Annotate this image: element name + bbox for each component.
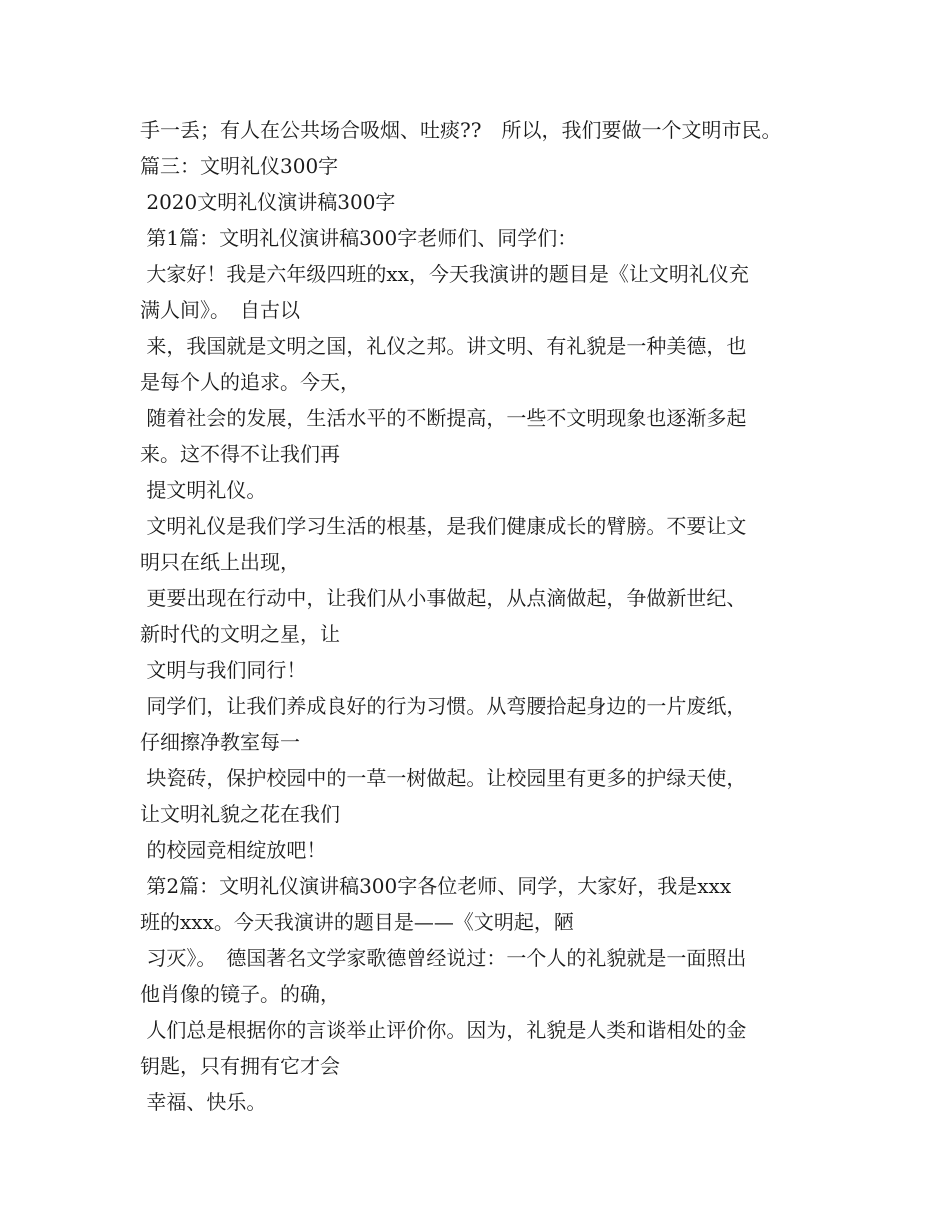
text-line: 提文明礼仪。 (140, 478, 267, 502)
text-line: 同学们，让我们养成良好的行为习惯。从弯腰拾起身边的一片废纸， (140, 694, 747, 718)
text-line: 满人间》。 自古以 (140, 298, 300, 322)
text-line: 手一丢；有人在公共场合吸烟、吐痰?? 所以，我们要做一个文明市民。 (140, 118, 782, 142)
text-line: 块瓷砖，保护校园中的一草一树做起。让校园里有更多的护绿天使， (140, 766, 747, 790)
text-line: 文明礼仪是我们学习生活的根基，是我们健康成长的臂膀。不要让文 (140, 514, 747, 538)
text-line: 钥匙，只有拥有它才会 (140, 1054, 340, 1078)
text-line: 让文明礼貌之花在我们 (140, 802, 340, 826)
text-line: 随着社会的发展，生活水平的不断提高，一些不文明现象也逐渐多起 (140, 406, 747, 430)
body-text (140, 116, 820, 1124)
text-line: 新时代的文明之星，让 (140, 622, 340, 646)
text-line: 文明与我们同行！ (140, 658, 307, 682)
section-heading: 篇三：文明礼仪300字 (140, 154, 339, 178)
text-line: 仔细擦净教室每一 (140, 730, 300, 754)
text-line: 明只在纸上出现， (140, 550, 300, 574)
text-line: 来，我国就是文明之国，礼仪之邦。讲文明、有礼貌是一种美德，也 (140, 334, 747, 358)
text-line: 大家好！我是六年级四班的xx，今天我演讲的题目是《让文明礼仪充 (140, 262, 749, 286)
text-line: 人们总是根据你的言谈举止评价你。因为，礼貌是人类和谐相处的金 (140, 1018, 747, 1042)
text-line: 习灭》。 德国著名文学家歌德曾经说过：一个人的礼貌就是一面照出 (140, 946, 747, 970)
text-line: 更要出现在行动中，让我们从小事做起，从点滴做起，争做新世纪、 (140, 586, 747, 610)
text-line: 是每个人的追求。今天， (140, 370, 360, 394)
speech-title: 2020文明礼仪演讲稿300字 (140, 190, 396, 214)
text-line: 幸福、快乐。 (140, 1090, 267, 1114)
text-line: 第2篇：文明礼仪演讲稿300字各位老师、同学，大家好，我是xxx (140, 874, 732, 898)
text-line: 的校园竞相绽放吧！ (140, 838, 327, 862)
text-line: 第1篇：文明礼仪演讲稿300字老师们、同学们： (140, 226, 578, 250)
text-line: 来。这不得不让我们再 (140, 442, 340, 466)
text-line: 他肖像的镜子。的确， (140, 982, 340, 1006)
text-line: 班的xxx。今天我演讲的题目是——《文明起，陋 (140, 910, 574, 934)
